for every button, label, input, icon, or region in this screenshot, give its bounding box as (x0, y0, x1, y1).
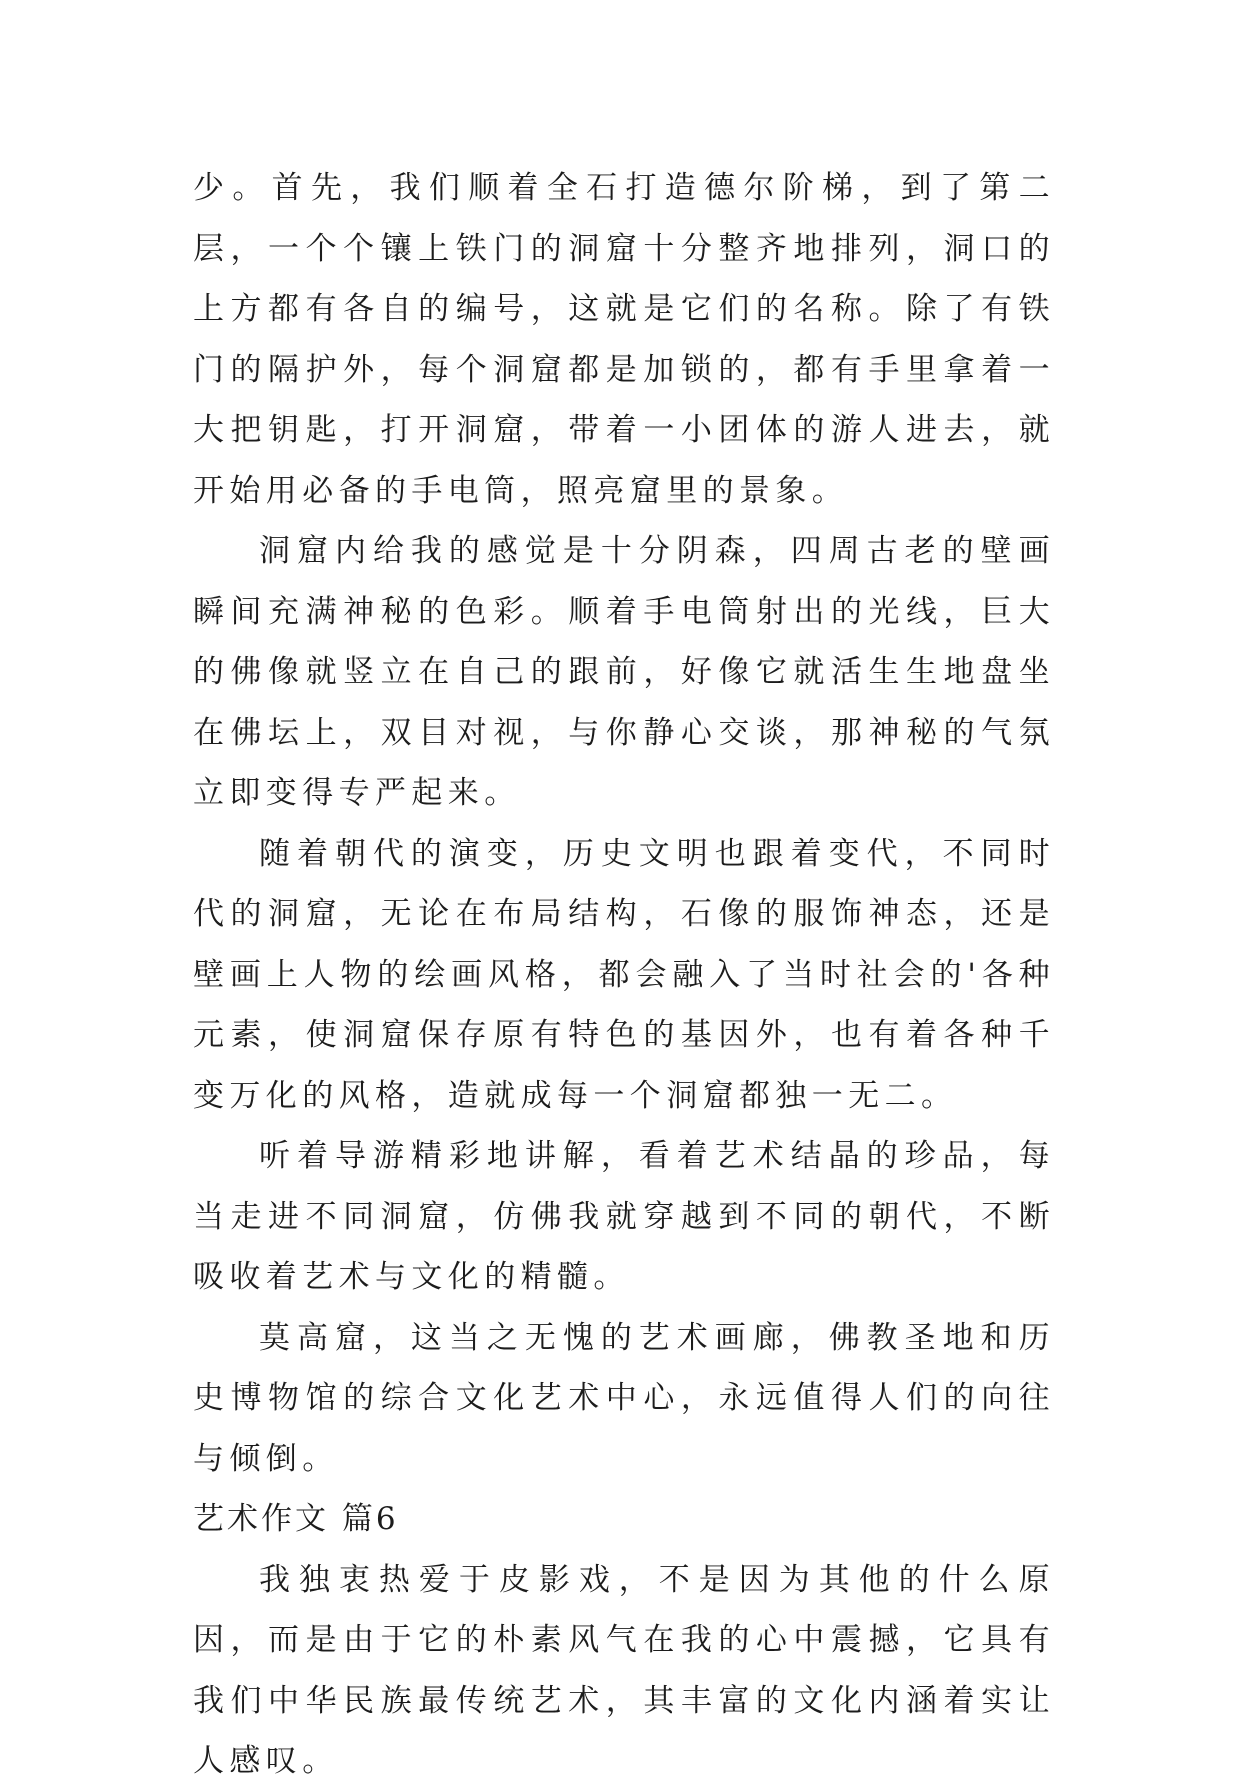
paragraph-shadow-play: 我独衷热爱于皮影戏，不是因为其他的什么原因，而是由于它的朴素风气在我的心中震撼，它具有我们中华民族最传统艺术，其丰富的文化内涵着实让人感叹。 (193, 1561, 1055, 1779)
paragraph-mogao-conclusion: 莫高窟，这当之无愧的艺术画廊，佛教圣地和历史博物馆的综合文化艺术中心，永远值得人们的向往与倾倒。 (193, 1319, 1055, 1477)
document-page (193, 158, 1055, 1792)
paragraph-cave-interior: 洞窟内给我的感觉是十分阴森，四周古老的壁画瞬间充满神秘的色彩。顺着手电筒射出的光线，巨大的佛像就竖立在自己的跟前，好像它就活生生地盘坐在佛坛上，双目对视，与你静心交谈，那神秘的气氛立即变得专严起来。 (193, 533, 1055, 811)
paragraph-guide-explanation: 听着导游精彩地讲解，看着艺术结晶的珍品，每当走进不同洞窟，仿佛我就穿越到不同的朝代，不断吸收着艺术与文化的精髓。 (193, 1138, 1055, 1295)
paragraph-continued: 少。首先，我们顺着全石打造德尔阶梯，到了第二层，一个个镶上铁门的洞窟十分整齐地排列，洞口的上方都有各自的编号，这就是它们的名称。除了有铁门的隔护外，每个洞窟都是加锁的，都有手里拿着一大把钥匙，打开洞窟，带着一小团体的游人进去，就开始用必备的手电筒，照亮窟里的景象。 (193, 170, 1055, 509)
section-heading: 艺术作文 篇6 (193, 1501, 399, 1537)
paragraph-dynasty-evolution: 随着朝代的演变，历史文明也跟着变代，不同时代的洞窟，无论在布局结构，石像的服饰神态，还是壁画上人物的绘画风格，都会融入了当时社会的'各种元素，使洞窟保存原有特色的基因外，也有着各种千变万化的风格，造就成每一个洞窟都独一无二。 (193, 835, 1055, 1114)
